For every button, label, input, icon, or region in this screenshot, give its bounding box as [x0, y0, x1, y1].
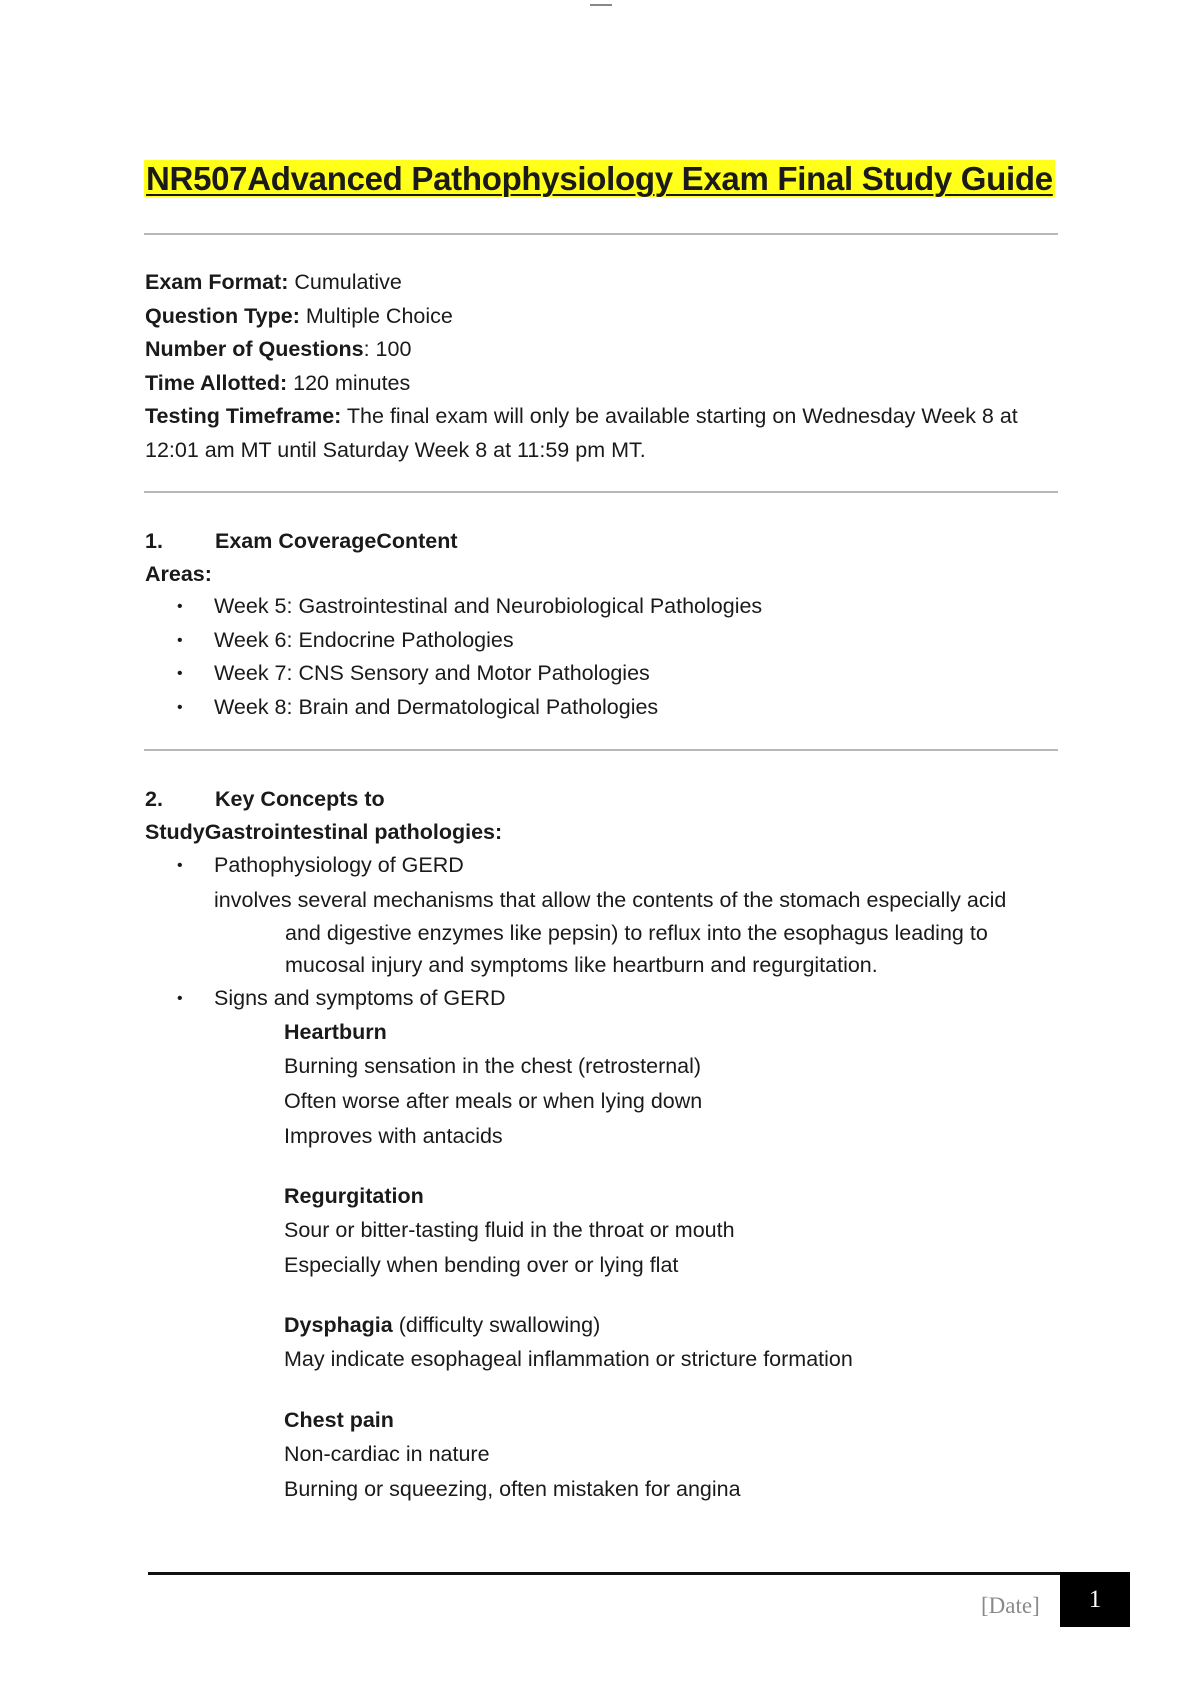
testing-timeframe-cont: 12:01 am MT until Saturday Week 8 at 11:59 pm MT. — [145, 437, 646, 462]
number-of-questions: Number of Questions: 100 — [145, 337, 412, 361]
symptom-line: Often worse after meals or when lying down — [284, 1089, 703, 1113]
symptom-line: May indicate esophageal inflammation or stricture formation — [284, 1347, 853, 1371]
symptom-regurgitation — [284, 1180, 735, 1283]
page-number: 1 — [1060, 1572, 1130, 1627]
page-title: NR507Advanced Pathophysiology Exam Final Study Guide — [146, 160, 1053, 197]
paragraph-line: and digestive enzymes like pepsin) to reflux into the esophagus leading to — [285, 920, 988, 945]
divider — [144, 233, 1058, 235]
list-item: • Week 6: Endocrine Pathologies — [145, 624, 762, 658]
symptom-line: Especially when bending over or lying flat — [284, 1253, 679, 1277]
symptom-title: Regurgitation — [284, 1184, 424, 1208]
paragraph-line: involves several mechanisms that allow the contents of the stomach especially acid — [214, 888, 1007, 912]
divider — [144, 749, 1058, 751]
symptom-line: Non-cardiac in nature — [284, 1442, 490, 1466]
list-item: • Week 8: Brain and Dermatological Pathologies — [145, 691, 762, 725]
symptom-heartburn — [284, 1016, 702, 1154]
concept-bullet-2 — [145, 982, 506, 1016]
paragraph-line: mucosal injury and symptoms like heartburn and regurgitation. — [285, 953, 878, 977]
section-2-heading: 2. Key Concepts to StudyGastrointestinal pathologies: — [145, 787, 503, 844]
footer-date: [Date] — [981, 1593, 1040, 1618]
exam-format: Exam Format: Cumulative — [145, 270, 402, 294]
coverage-list — [145, 590, 762, 724]
symptom-title: Chest pain — [284, 1408, 394, 1432]
list-item: • Week 7: CNS Sensory and Motor Pathologies — [145, 657, 762, 691]
divider — [144, 491, 1058, 493]
testing-timeframe: Testing Timeframe: The final exam will only be available starting on Wednesday Week 8 at — [145, 404, 1018, 428]
concept-bullet-1 — [145, 849, 464, 883]
symptom-line: Improves with antacids — [284, 1124, 503, 1148]
exam-info — [145, 266, 1018, 467]
symptom-title: Heartburn — [284, 1020, 387, 1044]
symptom-line: Burning sensation in the chest (retrosternal) — [284, 1054, 702, 1078]
list-item: • Pathophysiology of GERD — [145, 849, 464, 883]
symptom-title: Dysphagia (difficulty swallowing) — [284, 1313, 601, 1337]
symptom-dysphagia — [284, 1309, 853, 1377]
time-allotted: Time Allotted: 120 minutes — [145, 370, 411, 395]
symptom-chest-pain — [284, 1404, 741, 1507]
footer-rule — [148, 1572, 1060, 1575]
gerd-pathophysiology-text — [214, 884, 1006, 982]
symptom-line: Burning or squeezing, often mistaken for angina — [284, 1477, 741, 1501]
list-item: • Week 5: Gastrointestinal and Neurobiological Pathologies — [145, 590, 762, 624]
page-top-mark — [590, 4, 612, 6]
section-1-heading: 1. Exam CoverageContent Areas: — [145, 529, 458, 586]
symptom-line: Sour or bitter-tasting fluid in the throat or mouth — [284, 1218, 735, 1242]
list-item: • Signs and symptoms of GERD — [145, 982, 506, 1016]
question-type: Question Type: Multiple Choice — [145, 303, 453, 328]
